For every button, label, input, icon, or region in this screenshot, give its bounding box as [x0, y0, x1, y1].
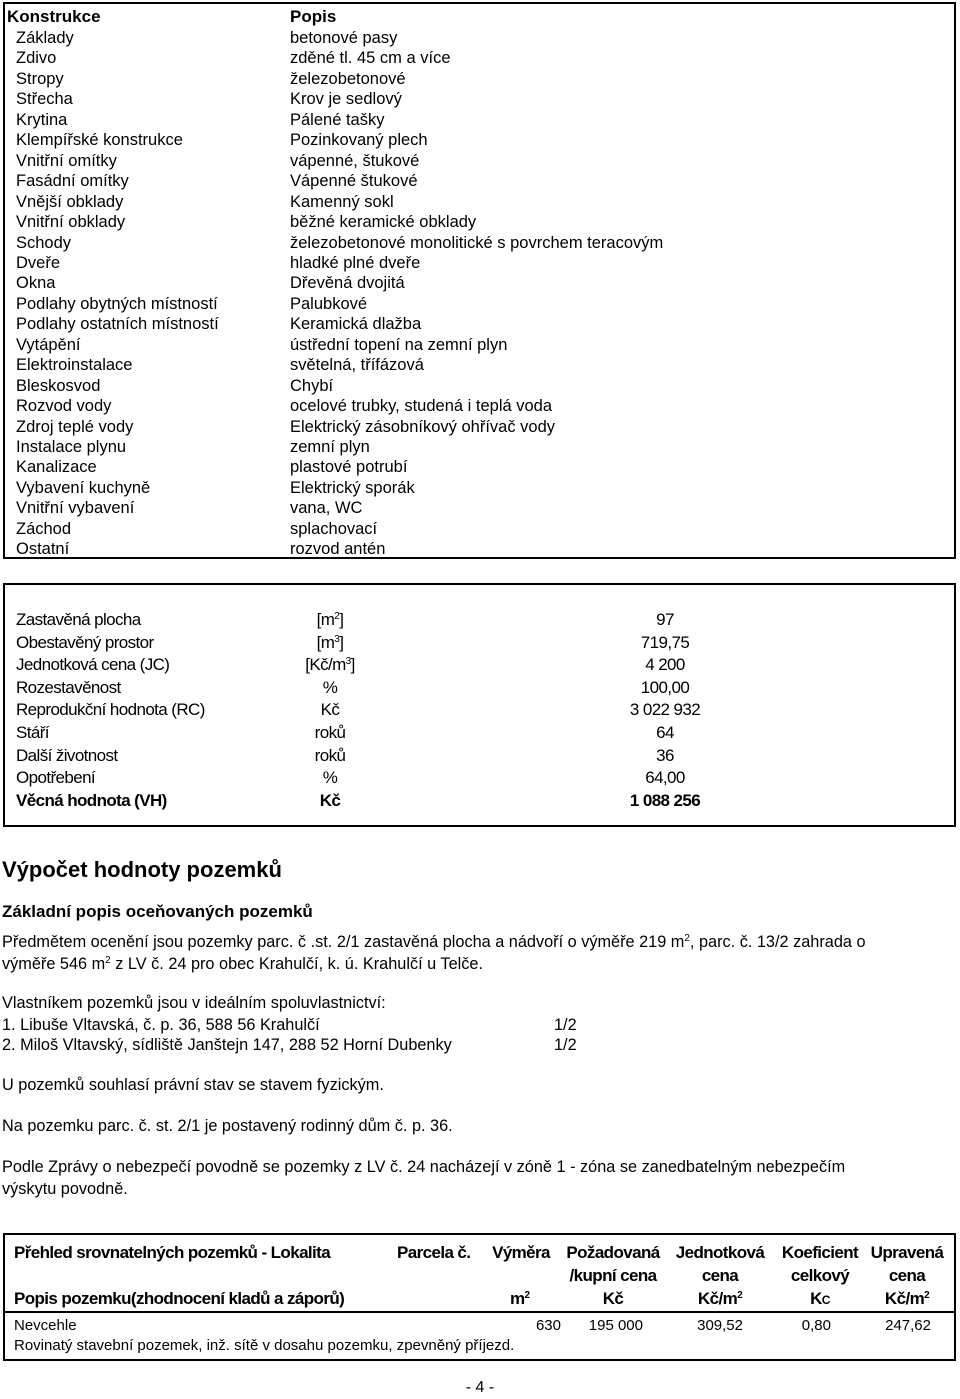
col-adjusted-unit — [867, 1287, 947, 1310]
col-adjusted: Upravená — [870, 1243, 944, 1262]
valuation-row — [5, 609, 954, 632]
construction-item-desc: Elektrický zásobníkový ohřívač vody — [290, 417, 556, 436]
unit-text: [m — [316, 632, 335, 652]
valuation-value: 3 022 932 — [629, 700, 701, 720]
unit-text: [Kč/m — [305, 655, 346, 675]
construction-item-name: Krytina — [16, 110, 68, 129]
valuation-row — [5, 677, 954, 700]
unit-text: Kč/m — [697, 1289, 738, 1308]
construction-item-name: Vybavení kuchyně — [16, 478, 151, 497]
construction-item-desc: splachovací — [290, 519, 378, 538]
construction-item-desc: betonové pasy — [290, 29, 398, 47]
construction-item-desc: Palubkové — [290, 294, 368, 313]
unit-text: roků — [314, 745, 346, 765]
col-coefficient: Koeficient — [781, 1243, 859, 1262]
valuation-row — [5, 790, 954, 813]
unit-text: ] — [339, 610, 344, 629]
valuation-row — [5, 745, 954, 768]
valuation-row — [5, 632, 954, 655]
construction-item-name: Vnitřní omítky — [16, 151, 117, 170]
section-subheading: Základní popis oceňovaných pozemků — [2, 902, 313, 921]
construction-item-desc: železobetonové monolitické s povrchem teracovým — [290, 233, 664, 252]
unit-text: Kč/m — [884, 1289, 925, 1308]
construction-item-desc: Kamenný sokl — [290, 192, 394, 211]
header-divider — [5, 1311, 954, 1313]
construction-item-name: Fasádní omítky — [16, 172, 129, 191]
col-adjusted-2: cena — [888, 1266, 926, 1285]
construction-item-desc: Krov je sedlový — [290, 90, 402, 109]
col-parcel: Parcela č. — [397, 1243, 471, 1262]
owner-share: 1/2 — [554, 1016, 577, 1034]
valuation-table — [3, 583, 956, 827]
valuation-row — [5, 722, 954, 745]
construction-item-name: Schody — [16, 233, 72, 252]
valuation-row — [5, 699, 954, 722]
valuation-label: Rozestavěnost — [16, 677, 121, 697]
valuation-label: Další životnost — [16, 745, 118, 765]
construction-item-desc: zemní plyn — [290, 438, 370, 456]
flood-note-line-1: Podle Zprávy o nebezpečí povodně se pozemky z LV č. 24 nacházejí v zóně 1 - zóna se zanedbatelným nebezpečím — [2, 1158, 846, 1176]
col-requested-unit: Kč — [602, 1289, 624, 1308]
valuation-unit — [295, 699, 365, 722]
valuation-label: Věcná hodnota (VH) — [16, 790, 167, 810]
owner-name: 2. Miloš Vltavský, sídliště Janštejn 147, 288 52 Horní Dubenky — [2, 1036, 452, 1054]
construction-item-desc: ústřední topení na zemní plyn — [290, 335, 508, 354]
construction-item-name: Klempířské konstrukce — [16, 131, 183, 150]
unit-text: roků — [314, 723, 346, 742]
subscript: C — [821, 1293, 830, 1307]
construction-item-name: Bleskosvod — [16, 376, 101, 395]
valuation-unit — [295, 632, 365, 655]
valuation-unit — [295, 767, 365, 790]
row-price: 195 000 — [588, 1317, 643, 1334]
construction-item-name: Okna — [16, 274, 56, 293]
valuation-value: 1 088 256 — [629, 790, 701, 810]
col-coefficient-2: celkový — [790, 1266, 850, 1285]
construction-item-name: Podlahy ostatních místností — [16, 315, 219, 334]
owner-1 — [2, 1014, 602, 1036]
valuation-unit — [295, 745, 365, 768]
section-heading: Výpočet hodnoty pozemků — [2, 857, 282, 882]
valuation-value: 100,00 — [640, 677, 690, 697]
land-paragraph-line-2 — [2, 953, 483, 975]
flood-note-line-2: výskytu povodně. — [2, 1180, 128, 1198]
superscript: 2 — [924, 1290, 930, 1301]
valuation-value: 97 — [656, 610, 674, 629]
owner-2 — [2, 1034, 602, 1056]
construction-item-desc: zděné tl. 45 cm a více — [290, 49, 451, 68]
valuation-label: Reprodukční hodnota (RC) — [16, 700, 205, 720]
construction-item-desc: železobetonové — [290, 69, 406, 88]
construction-item-desc: světelná, třífázová — [290, 356, 424, 375]
owner-share: 1/2 — [554, 1036, 577, 1054]
house-note: Na pozemku parc. č. st. 2/1 je postavený rodinný dům č. p. 36. — [2, 1117, 453, 1135]
unit-text: ] — [350, 655, 355, 675]
comparison-title: Přehled srovnatelných pozemků - Lokalita — [14, 1243, 331, 1262]
unit-text: % — [322, 677, 338, 697]
col-unit-price-unit — [670, 1287, 770, 1310]
construction-item-name: Základy — [16, 29, 74, 47]
unit-text: Kč — [320, 700, 340, 720]
construction-item-desc: vápenné, štukové — [290, 151, 420, 170]
unit-text: m — [510, 1289, 525, 1308]
comparison-table — [3, 1233, 956, 1361]
description-header: Popis — [290, 7, 337, 26]
construction-item-name: Kanalizace — [16, 458, 97, 477]
construction-item-name: Vnitřní obklady — [16, 213, 126, 232]
construction-item-desc: Vápenné štukové — [290, 172, 418, 191]
valuation-label: Jednotková cena (JC) — [16, 655, 170, 675]
valuation-value: 719,75 — [640, 632, 690, 652]
owners-intro: Vlastníkem pozemků jsou v ideálním spoluvlastnictví: — [2, 994, 386, 1012]
construction-table — [3, 2, 956, 559]
superscript: 2 — [105, 955, 111, 966]
construction-item-name: Záchod — [16, 519, 72, 538]
valuation-unit — [295, 677, 365, 700]
row-area: 630 — [535, 1317, 561, 1334]
construction-item-desc: Dřevěná dvojitá — [290, 274, 405, 293]
valuation-unit — [295, 654, 365, 677]
construction-item-desc: ocelové trubky, studená i teplá voda — [290, 397, 553, 416]
land-text: Předmětem ocenění jsou pozemky parc. č .st. 2/1 zastavěná plocha a nádvoří o výměře 219 m — [2, 933, 685, 951]
construction-item-desc: Pálené tašky — [290, 110, 385, 129]
construction-header: Konstrukce — [7, 7, 101, 26]
unit-text: K — [810, 1289, 822, 1308]
valuation-unit — [295, 790, 365, 813]
row-coefficient: 0,80 — [801, 1317, 831, 1334]
col-requested: Požadovaná — [566, 1243, 660, 1262]
row-description: Rovinatý stavební pozemek, inž. sítě v dosahu pozemku, zpevněný příjezd. — [14, 1337, 515, 1354]
unit-text: % — [322, 768, 338, 788]
land-text: výměře 546 m — [2, 955, 106, 973]
valuation-row — [5, 654, 954, 677]
valuation-label: Opotřebení — [16, 768, 96, 788]
superscript: 2 — [524, 1290, 530, 1301]
valuation-value: 4 200 — [645, 655, 685, 675]
valuation-value: 36 — [656, 745, 674, 765]
valuation-unit — [295, 609, 365, 632]
col-unit-price: Jednotková — [675, 1243, 765, 1262]
construction-item-name: Rozvod vody — [16, 397, 112, 416]
valuation-label: Stáří — [16, 723, 49, 742]
superscript: 3 — [334, 633, 340, 645]
construction-item-name: Instalace plynu — [16, 438, 127, 456]
construction-item-name: Podlahy obytných místností — [16, 294, 218, 313]
construction-item-desc: běžné keramické obklady — [290, 213, 477, 232]
construction-item-name: Zdivo — [16, 49, 57, 68]
construction-item-name: Zdroj teplé vody — [16, 417, 134, 436]
superscript: 2 — [737, 1290, 743, 1301]
construction-item-desc: Pozinkovaný plech — [290, 131, 428, 150]
construction-item-name: Střecha — [16, 90, 73, 109]
construction-item-desc: Elektrický sporák — [290, 478, 415, 497]
row-adjusted: 247,62 — [885, 1317, 931, 1334]
col-unit-price-2: cena — [701, 1266, 739, 1285]
construction-item-desc: Keramická dlažba — [290, 315, 422, 334]
owner-name: 1. Libuše Vltavská, č. p. 36, 588 56 Krahulčí — [2, 1016, 320, 1034]
construction-item-desc: vana, WC — [290, 499, 363, 518]
page-number: - 4 - — [465, 1379, 495, 1396]
land-text: z LV č. 24 pro obec Krahulčí, k. ú. Krahulčí u Telče. — [110, 955, 483, 973]
construction-item-desc: rozvod antén — [290, 540, 386, 559]
land-text: , parc. č. 13/2 zahrada o — [689, 933, 866, 951]
construction-item-desc: hladké plné dveře — [290, 253, 421, 272]
comparison-subtitle: Popis pozemku(zhodnocení kladů a záporů) — [14, 1289, 345, 1308]
legal-status: U pozemků souhlasí právní stav se stavem fyzickým. — [2, 1076, 384, 1094]
construction-item-desc: Chybí — [290, 376, 334, 395]
col-coefficient-unit — [770, 1287, 870, 1312]
superscript: 2 — [334, 611, 340, 622]
unit-text: ] — [339, 632, 344, 652]
construction-item-name: Stropy — [16, 69, 64, 88]
construction-item-name: Ostatní — [16, 540, 70, 559]
construction-item-name: Vnitřní vybavení — [16, 499, 135, 518]
valuation-unit — [295, 722, 365, 745]
construction-item-name: Dveře — [16, 253, 61, 272]
superscript: 3 — [345, 656, 351, 668]
row-locality: Nevcehle — [14, 1317, 77, 1334]
construction-item-name: Vnější obklady — [16, 192, 124, 211]
superscript: 2 — [684, 933, 690, 944]
valuation-label: Obestavěný prostor — [16, 632, 154, 652]
land-paragraph-line-1 — [2, 931, 866, 953]
valuation-value: 64 — [656, 723, 674, 742]
construction-item-name: Vytápění — [16, 335, 81, 354]
unit-text: [m — [316, 610, 335, 629]
construction-item-name: Elektroinstalace — [16, 356, 133, 375]
construction-item-desc: plastové potrubí — [290, 458, 408, 477]
unit-text: Kč — [319, 790, 341, 810]
col-requested-2: /kupní cena — [569, 1266, 657, 1285]
valuation-row — [5, 767, 954, 790]
col-area: Výměra — [492, 1243, 550, 1262]
valuation-value: 64,00 — [645, 768, 685, 788]
row-unit-price: 309,52 — [697, 1317, 743, 1334]
col-area-unit — [510, 1287, 530, 1310]
valuation-label: Zastavěná plocha — [16, 610, 141, 629]
